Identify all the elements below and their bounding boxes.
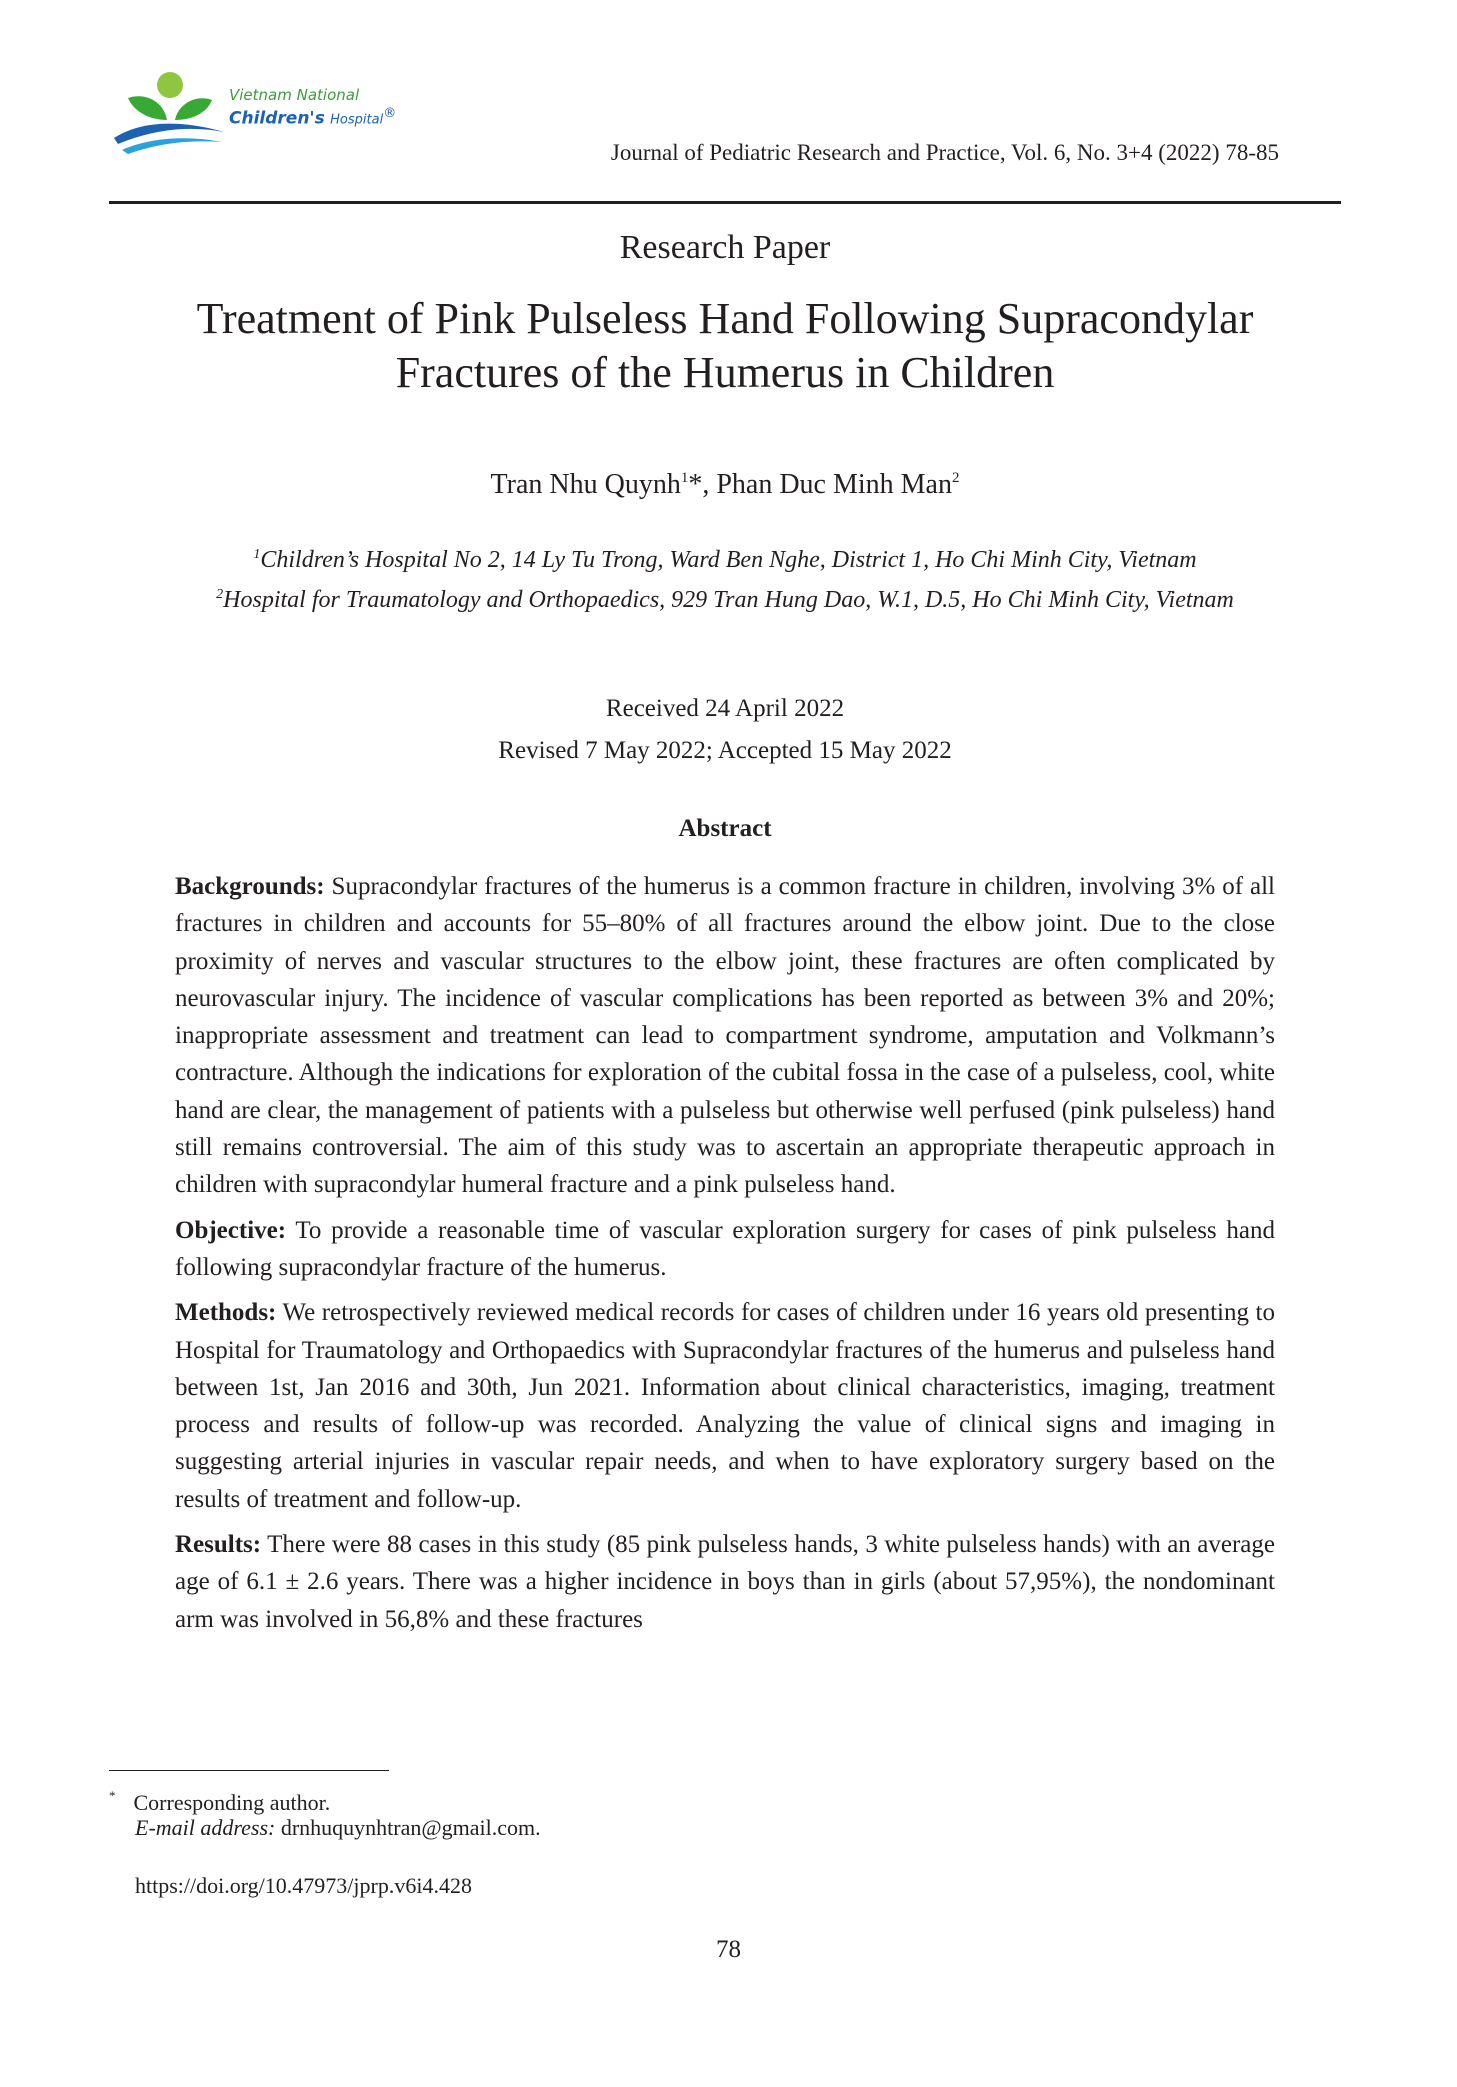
- abstract-objective: [175, 1212, 1275, 1287]
- author-2: Phan Duc Minh Man: [716, 469, 952, 500]
- affiliation-2-mark: 2: [216, 587, 224, 602]
- methods-text: We retrospectively reviewed medical records for cases of children under 16 years old presenting to Hospital for Traumatology and Orthopaedics with Supracondylar fractures of the humerus and pulseless hand between 1st, Jan 2016 and 30th, Jun 2021. Information about clinical characteristics, imaging, treatment process and results of follow-up was recorded. Analyzing the value of clinical signs and imaging in suggesting arterial injuries in vascular repair needs, and when to have exploratory surgery based on the results of treatment and follow-up.: [175, 1299, 1275, 1513]
- article-title-line1: Treatment of Pink Pulseless Hand Following Supracondylar: [196, 294, 1254, 343]
- objective-text: To provide a reasonable time of vascular exploration surgery for cases of pink pulseless hand following supracondylar fracture of the humerus.: [175, 1216, 1275, 1281]
- footnote-star: *: [109, 1788, 116, 1803]
- page-number: 78: [716, 1936, 741, 1963]
- corresponding-author-label: Corresponding author.: [133, 1790, 331, 1815]
- author-2-affiliation-mark: 2: [951, 470, 960, 486]
- results-label: Results:: [175, 1531, 262, 1559]
- logo-text-hospital: Hospital: [330, 112, 384, 128]
- abstract-heading: Abstract: [678, 815, 772, 842]
- abstract-body: [175, 868, 1275, 1646]
- email-address[interactable]: drnhuquynhtran@gmail.com.: [275, 1815, 541, 1840]
- corresponding-mark: *,: [688, 469, 717, 500]
- logo-text-line2: [229, 106, 396, 129]
- hospital-logo: [112, 68, 412, 156]
- paper-type: Research Paper: [619, 229, 831, 266]
- article-title-line2: Fractures of the Humerus in Children: [395, 348, 1055, 397]
- affiliation-2: [109, 578, 1341, 617]
- background-text: Supracondylar fractures of the humerus is a common fracture in children, involving 3% of all fractures in children and accounts for 55–80% of all fractures around the elbow joint. Due to the close proximity of nerves and vascular structures to the elbow joint, these fractures are often complicated by neurovascular injury. The incidence of vascular complications has been reported as between 3% and 20%; inappropriate assessment and treatment can lead to compartment syndrome, amputation and Volkmann’s contracture. Although the indications for exploration of the cubital fossa in the case of a pulseless, cool, white hand are clear, the management of patients with a pulseless but otherwise well perfused (pink pulseless) hand still remains controversial. The aim of this study was to ascertain an appropriate therapeutic approach in children with supracondylar humeral fracture and a pink pulseless hand.: [175, 873, 1275, 1199]
- affiliation-1: [109, 538, 1341, 577]
- author-1-affiliation-mark: 1: [680, 470, 689, 486]
- methods-label: Methods:: [175, 1299, 277, 1327]
- objective-label: Objective:: [175, 1216, 287, 1244]
- logo-text-bold: Children's: [229, 108, 325, 129]
- received-date: Received 24 April 2022: [605, 695, 845, 722]
- footnote-rule: [109, 1770, 389, 1771]
- revised-accepted-date: Revised 7 May 2022; Accepted 15 May 2022: [498, 737, 952, 764]
- header-rule: [109, 201, 1341, 204]
- email-note: [135, 1812, 541, 1844]
- abstract-background: [175, 868, 1275, 1204]
- hospital-logo-icon: [112, 68, 227, 156]
- author-1: Tran Nhu Quynh: [490, 469, 681, 500]
- abstract-results: [175, 1526, 1275, 1638]
- logo-text-line1: Vietnam National: [229, 86, 360, 104]
- abstract-methods: [175, 1294, 1275, 1518]
- journal-citation: Journal of Pediatric Research and Practice, Vol. 6, No. 3+4 (2022) 78-85: [610, 140, 1279, 165]
- doi-link[interactable]: https://doi.org/10.47973/jprp.v6i4.428: [135, 1873, 472, 1898]
- logo-registered-mark: ®: [383, 106, 397, 121]
- results-text: There were 88 cases in this study (85 pink pulseless hands, 3 white pulseless hands) with an average age of 6.1 ± 2.6 years. There was a higher incidence in boys than in girls (about 57,95%), the nondominant arm was involved in 56,8% and these fractures: [175, 1531, 1275, 1633]
- author-list: [109, 469, 1341, 501]
- email-label: E-mail address:: [135, 1815, 276, 1840]
- affiliation-1-text: Children’s Hospital No 2, 14 Ly Tu Trong, Ward Ben Nghe, District 1, Ho Chi Minh City, Vietnam: [260, 547, 1197, 573]
- affiliation-2-text: Hospital for Traumatology and Orthopaedics, 929 Tran Hung Dao, W.1, D.5, Ho Chi Minh City, Vietnam: [223, 587, 1234, 613]
- article-title: [109, 292, 1341, 400]
- background-label: Backgrounds:: [175, 873, 325, 900]
- affiliation-1-mark: 1: [253, 547, 261, 562]
